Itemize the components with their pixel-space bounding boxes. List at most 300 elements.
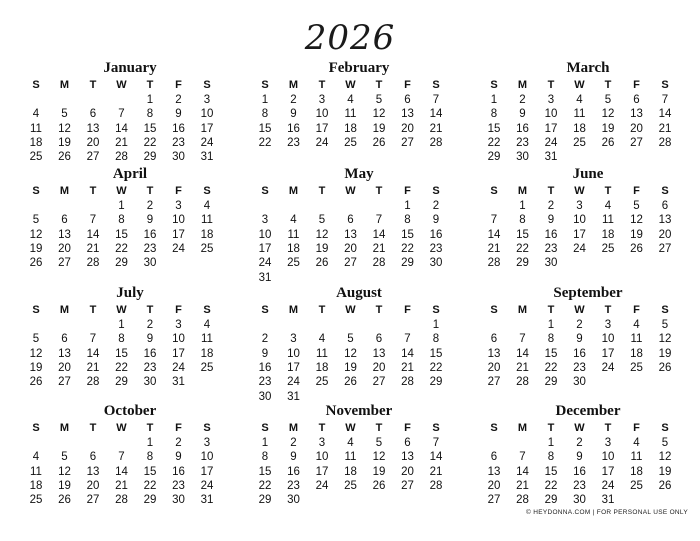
day-cell: 7 — [89, 333, 97, 346]
day-cell: 15 — [143, 465, 157, 478]
day-cell: 22 — [516, 242, 529, 255]
weekday-label: T — [604, 304, 612, 316]
day-cell: 20 — [658, 228, 672, 241]
weekday-label: S — [32, 79, 40, 91]
day-cell: 17 — [315, 122, 329, 135]
day-cell: 7 — [404, 333, 411, 346]
day-cell: 14 — [86, 228, 100, 241]
day-cell: 8 — [404, 214, 411, 227]
weekday-label: M — [517, 185, 528, 197]
weekday-label: T — [375, 422, 383, 434]
day-cell: 31 — [200, 494, 214, 507]
day-cell: 14 — [516, 465, 529, 478]
day-cell: 6 — [661, 200, 669, 212]
day-cell: 14 — [487, 228, 501, 241]
day-cell: 13 — [401, 108, 414, 121]
day-cell: 8 — [547, 451, 555, 464]
day-cell: 22 — [544, 361, 558, 374]
day-cell: 10 — [601, 451, 615, 464]
month-september — [480, 285, 680, 389]
day-cell: 7 — [89, 214, 97, 227]
day-cell: 1 — [118, 200, 125, 212]
day-cell: 27 — [344, 257, 357, 270]
day-cell: 30 — [143, 257, 157, 270]
day-cell: 24 — [315, 479, 329, 492]
day-cell: 26 — [58, 151, 71, 164]
day-cell: 2 — [547, 200, 555, 212]
day-cell: 20 — [401, 122, 414, 135]
day-cell: 25 — [344, 479, 357, 492]
weekday-label: S — [432, 79, 440, 91]
day-cell: 28 — [401, 376, 414, 389]
weekday-label: T — [89, 185, 97, 197]
day-cell: 8 — [490, 108, 498, 121]
weekday-label: F — [175, 304, 182, 316]
day-cell: 6 — [375, 333, 383, 346]
day-cell: 2 — [432, 200, 440, 212]
day-cell: 16 — [429, 228, 443, 241]
day-cell: 8 — [519, 214, 526, 227]
day-cell: 25 — [287, 257, 300, 270]
day-cell: 24 — [172, 242, 185, 255]
day-cell: 12 — [344, 347, 357, 360]
day-cell: 13 — [58, 228, 71, 241]
day-cell: 5 — [661, 437, 669, 449]
day-cell: 6 — [633, 94, 640, 106]
day-cell: 25 — [344, 136, 357, 149]
day-cell: 21 — [86, 361, 100, 374]
day-cell: 1 — [118, 319, 125, 331]
day-cell: 24 — [172, 361, 185, 374]
weekday-label: M — [59, 422, 70, 434]
day-cell: 3 — [290, 333, 297, 346]
day-cell: 20 — [58, 361, 71, 374]
day-cell: 26 — [58, 494, 71, 507]
day-cell: 2 — [576, 319, 583, 331]
day-cell: 3 — [175, 319, 182, 331]
day-cell: 28 — [86, 257, 100, 270]
weekday-label: W — [574, 185, 585, 197]
month-name: March — [566, 60, 610, 76]
weekday-label: S — [203, 185, 211, 197]
weekday-label: F — [175, 422, 182, 434]
day-cell: 23 — [258, 376, 272, 389]
day-cell: 14 — [86, 347, 100, 360]
weekday-label: W — [345, 422, 356, 434]
day-cell: 22 — [143, 136, 157, 149]
day-cell: 13 — [86, 465, 100, 478]
day-cell: 21 — [372, 242, 386, 255]
day-cell: 17 — [172, 228, 185, 241]
weekday-label: M — [517, 422, 528, 434]
day-cell: 28 — [86, 376, 100, 389]
month-january — [22, 60, 222, 164]
day-cell: 1 — [261, 94, 269, 106]
weekday-label: M — [59, 304, 70, 316]
day-cell: 31 — [172, 376, 185, 389]
day-cell: 13 — [372, 347, 386, 360]
day-cell: 24 — [601, 479, 615, 492]
day-cell: 2 — [290, 94, 297, 106]
day-cell: 14 — [429, 108, 443, 121]
day-cell: 6 — [61, 214, 68, 227]
day-cell: 13 — [630, 108, 643, 121]
day-cell: 2 — [519, 94, 526, 106]
weekday-label: W — [574, 422, 585, 434]
month-name: January — [103, 60, 157, 76]
day-cell: 27 — [401, 136, 414, 149]
weekday-label: W — [345, 185, 356, 197]
day-cell: 29 — [429, 376, 443, 389]
day-cell: 12 — [315, 228, 329, 241]
day-cell: 14 — [516, 347, 529, 360]
day-cell: 24 — [315, 136, 329, 149]
day-cell: 30 — [172, 494, 185, 507]
day-cell: 20 — [372, 361, 386, 374]
month-may — [251, 166, 451, 284]
footer-note: © HEYDONNA.COM | FOR PERSONAL USE ONLY — [526, 509, 688, 516]
day-cell: 14 — [429, 451, 443, 464]
day-cell: 23 — [172, 479, 185, 492]
day-cell: 19 — [58, 479, 71, 492]
day-cell: 20 — [86, 479, 100, 492]
day-cell: 8 — [146, 108, 154, 121]
day-cell: 16 — [287, 122, 300, 135]
day-cell: 17 — [200, 122, 214, 135]
weekday-label: S — [32, 304, 40, 316]
day-cell: 1 — [432, 319, 440, 331]
weekday-label: M — [288, 422, 299, 434]
day-cell: 15 — [544, 347, 558, 360]
day-cell: 11 — [201, 333, 213, 346]
day-cell: 10 — [258, 228, 272, 241]
day-cell: 31 — [258, 271, 272, 284]
weekday-label: S — [32, 185, 40, 197]
day-cell: 7 — [661, 94, 669, 106]
day-cell: 4 — [576, 94, 583, 106]
day-cell: 30 — [544, 257, 558, 270]
day-cell: 12 — [601, 108, 615, 121]
day-cell: 16 — [573, 347, 586, 360]
day-cell: 26 — [658, 361, 672, 374]
day-cell: 10 — [172, 333, 185, 346]
day-cell: 29 — [401, 257, 414, 270]
day-cell: 25 — [573, 136, 586, 149]
day-cell: 18 — [573, 122, 586, 135]
day-cell: 23 — [429, 242, 443, 255]
day-cell: 7 — [490, 214, 498, 227]
day-cell: 21 — [658, 122, 672, 135]
day-cell: 18 — [200, 347, 214, 360]
weekday-label: S — [432, 422, 440, 434]
day-cell: 19 — [658, 465, 672, 478]
day-cell: 28 — [429, 136, 443, 149]
day-cell: 9 — [576, 451, 583, 464]
weekday-label: M — [517, 304, 528, 316]
weekday-label: S — [203, 79, 211, 91]
day-cell: 8 — [118, 333, 125, 346]
day-cell: 21 — [429, 122, 443, 135]
month-name: September — [553, 285, 623, 301]
day-cell: 8 — [146, 451, 154, 464]
weekday-label: M — [59, 79, 70, 91]
month-november — [251, 403, 451, 507]
weekday-label: W — [116, 304, 127, 316]
day-cell: 5 — [318, 214, 326, 227]
day-cell: 27 — [401, 479, 414, 492]
day-cell: 11 — [287, 228, 300, 241]
day-cell: 30 — [258, 390, 272, 403]
weekday-label: F — [404, 185, 411, 197]
day-cell: 22 — [401, 242, 414, 255]
day-cell: 26 — [372, 136, 386, 149]
day-cell: 10 — [601, 333, 615, 346]
weekday-label: T — [146, 304, 154, 316]
day-cell: 5 — [604, 94, 612, 106]
day-cell: 29 — [487, 151, 501, 164]
day-cell: 30 — [573, 376, 586, 389]
day-cell: 21 — [516, 479, 529, 492]
weekday-label: T — [146, 185, 154, 197]
weekday-label: F — [633, 422, 640, 434]
day-cell: 13 — [86, 122, 100, 135]
day-cell: 9 — [261, 347, 269, 360]
day-cell: 9 — [175, 108, 182, 121]
day-cell: 28 — [372, 257, 386, 270]
day-cell: 26 — [658, 479, 672, 492]
weekday-label: T — [375, 79, 383, 91]
day-cell: 4 — [32, 108, 40, 121]
weekday-label: M — [288, 79, 299, 91]
weekday-label: S — [261, 79, 269, 91]
month-name: October — [103, 403, 157, 419]
month-december — [480, 403, 680, 507]
day-cell: 29 — [544, 494, 558, 507]
day-cell: 14 — [372, 228, 386, 241]
day-cell: 11 — [30, 465, 42, 478]
weekday-label: S — [661, 422, 669, 434]
day-cell: 1 — [261, 437, 269, 449]
weekday-label: S — [490, 185, 498, 197]
day-cell: 15 — [544, 465, 558, 478]
weekday-label: M — [288, 304, 299, 316]
day-cell: 6 — [89, 451, 97, 464]
weekday-label: F — [633, 304, 640, 316]
day-cell: 24 — [573, 242, 586, 255]
day-cell: 28 — [115, 151, 128, 164]
day-cell: 16 — [544, 228, 558, 241]
month-name: February — [328, 60, 390, 76]
month-name: July — [116, 285, 144, 301]
day-cell: 7 — [432, 94, 440, 106]
day-cell: 18 — [344, 465, 357, 478]
day-cell: 11 — [201, 214, 213, 227]
month-march — [480, 60, 680, 164]
day-cell: 13 — [658, 214, 672, 227]
day-cell: 26 — [630, 242, 643, 255]
day-cell: 15 — [516, 228, 529, 241]
day-cell: 9 — [432, 214, 440, 227]
day-cell: 24 — [200, 136, 214, 149]
day-cell: 18 — [315, 361, 329, 374]
day-cell: 13 — [401, 451, 414, 464]
day-cell: 29 — [115, 376, 128, 389]
day-cell: 21 — [115, 136, 128, 149]
day-cell: 23 — [287, 479, 300, 492]
day-cell: 2 — [146, 319, 154, 331]
day-cell: 20 — [487, 361, 501, 374]
day-cell: 28 — [487, 257, 501, 270]
day-cell: 20 — [401, 465, 414, 478]
day-cell: 31 — [544, 151, 558, 164]
day-cell: 21 — [401, 361, 414, 374]
day-cell: 14 — [115, 122, 128, 135]
day-cell: 31 — [601, 494, 615, 507]
day-cell: 7 — [375, 214, 383, 227]
day-cell: 16 — [143, 347, 157, 360]
day-cell: 15 — [258, 122, 272, 135]
day-cell: 27 — [58, 257, 71, 270]
weekday-label: T — [89, 422, 97, 434]
day-cell: 21 — [487, 242, 501, 255]
day-cell: 29 — [143, 494, 157, 507]
day-cell: 2 — [175, 437, 182, 449]
day-cell: 10 — [172, 214, 185, 227]
day-cell: 14 — [658, 108, 672, 121]
month-name: May — [344, 166, 374, 182]
day-cell: 12 — [372, 108, 386, 121]
day-cell: 5 — [375, 94, 383, 106]
weekday-label: W — [116, 79, 127, 91]
day-cell: 29 — [115, 257, 128, 270]
day-cell: 11 — [602, 214, 614, 227]
day-cell: 2 — [175, 94, 182, 106]
day-cell: 12 — [630, 214, 643, 227]
day-cell: 10 — [287, 347, 300, 360]
day-cell: 9 — [175, 451, 182, 464]
weekday-label: T — [604, 185, 612, 197]
day-cell: 22 — [544, 479, 558, 492]
weekday-label: W — [116, 185, 127, 197]
weekday-label: T — [318, 185, 326, 197]
day-cell: 26 — [29, 257, 43, 270]
weekday-label: T — [375, 304, 383, 316]
day-cell: 7 — [519, 451, 526, 464]
weekday-label: W — [345, 79, 356, 91]
day-cell: 24 — [200, 479, 214, 492]
day-cell: 19 — [630, 228, 643, 241]
day-cell: 27 — [86, 151, 100, 164]
day-cell: 15 — [487, 122, 501, 135]
day-cell: 12 — [372, 451, 386, 464]
weekday-label: F — [175, 79, 182, 91]
day-cell: 6 — [404, 94, 411, 106]
day-cell: 3 — [203, 94, 211, 106]
weekday-label: W — [116, 422, 127, 434]
day-cell: 6 — [490, 451, 498, 464]
day-cell: 20 — [630, 122, 643, 135]
day-cell: 22 — [258, 479, 272, 492]
day-cell: 11 — [344, 451, 357, 464]
day-cell: 23 — [573, 361, 586, 374]
day-cell: 12 — [29, 347, 43, 360]
day-cell: 19 — [658, 347, 672, 360]
day-cell: 15 — [115, 347, 128, 360]
day-cell: 7 — [118, 108, 125, 121]
day-cell: 7 — [519, 333, 526, 346]
day-cell: 5 — [61, 451, 68, 464]
day-cell: 5 — [32, 214, 40, 227]
day-cell: 5 — [375, 437, 383, 449]
day-cell: 22 — [115, 361, 128, 374]
weekday-label: F — [404, 422, 411, 434]
weekday-label: T — [318, 79, 326, 91]
day-cell: 17 — [315, 465, 329, 478]
day-cell: 25 — [29, 494, 43, 507]
day-cell: 17 — [601, 347, 615, 360]
day-cell: 29 — [516, 257, 529, 270]
day-cell: 5 — [661, 319, 669, 331]
day-cell: 11 — [573, 108, 586, 121]
weekday-label: T — [604, 79, 612, 91]
month-april — [22, 166, 222, 270]
day-cell: 5 — [347, 333, 354, 346]
weekday-label: S — [261, 304, 269, 316]
day-cell: 9 — [519, 108, 526, 121]
day-cell: 17 — [172, 347, 185, 360]
weekday-label: S — [490, 304, 498, 316]
day-cell: 1 — [547, 437, 555, 449]
day-cell: 29 — [143, 151, 157, 164]
month-name: August — [336, 285, 382, 301]
day-cell: 4 — [604, 200, 612, 212]
day-cell: 18 — [200, 228, 214, 241]
weekday-label: S — [32, 422, 40, 434]
day-cell: 3 — [576, 200, 583, 212]
day-cell: 24 — [287, 376, 300, 389]
weekday-label: S — [432, 185, 440, 197]
day-cell: 12 — [58, 122, 71, 135]
weekday-label: T — [547, 79, 555, 91]
day-cell: 21 — [115, 479, 128, 492]
day-cell: 9 — [146, 333, 154, 346]
weekday-label: W — [574, 304, 585, 316]
day-cell: 5 — [32, 333, 40, 346]
day-cell: 1 — [490, 94, 498, 106]
weekday-label: S — [661, 304, 669, 316]
day-cell: 28 — [429, 479, 443, 492]
day-cell: 6 — [61, 333, 68, 346]
day-cell: 26 — [344, 376, 357, 389]
day-cell: 22 — [258, 136, 272, 149]
day-cell: 10 — [200, 108, 214, 121]
month-june — [480, 166, 680, 270]
day-cell: 11 — [30, 122, 42, 135]
weekday-label: S — [261, 185, 269, 197]
day-cell: 13 — [487, 465, 501, 478]
day-cell: 18 — [601, 228, 615, 241]
weekday-label: F — [175, 185, 182, 197]
day-cell: 6 — [490, 333, 498, 346]
day-cell: 19 — [29, 361, 43, 374]
day-cell: 3 — [175, 200, 182, 212]
month-name: November — [325, 403, 393, 419]
day-cell: 3 — [318, 437, 326, 449]
day-cell: 23 — [172, 136, 185, 149]
day-cell: 20 — [487, 479, 501, 492]
day-cell: 16 — [573, 465, 586, 478]
day-cell: 23 — [143, 242, 157, 255]
